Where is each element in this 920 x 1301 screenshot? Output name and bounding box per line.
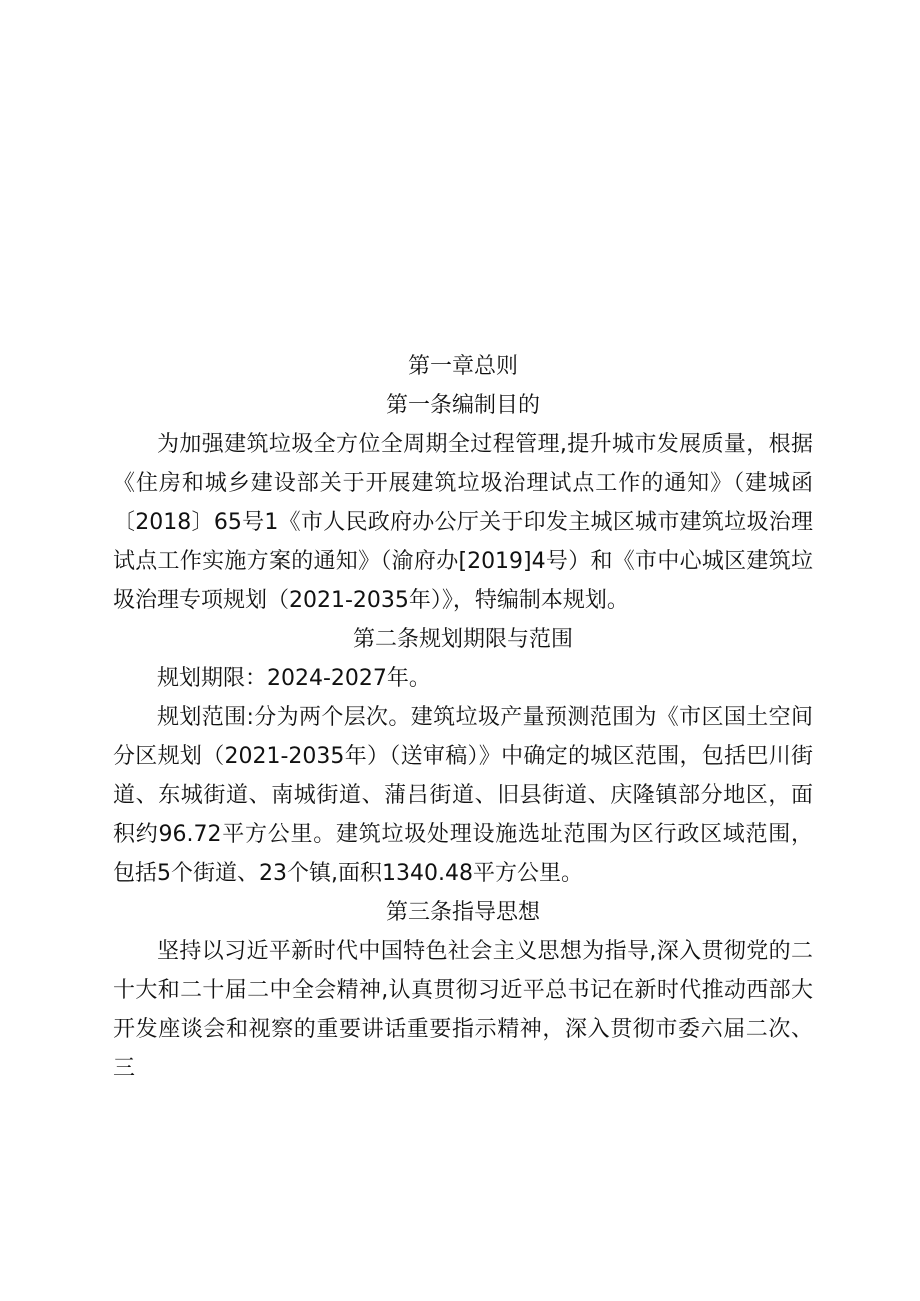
article-3-heading: 第三条指导思想	[385, 900, 540, 925]
chapter-title: 第一章总则	[407, 354, 518, 379]
article-1-paragraph-1: 为加强建筑垃圾全方位全周期全过程管理,提升城市发展质量，根据《住房和城乡建设部关于开展建筑垃圾治理试点工作的通知》（建城函〔2018〕65号1《市人民政府办公厅关于印发主城区城市建筑垃圾治理试点工作实施方案的通知》（渝府办[2019]4号）和《市中心城区建筑垃圾治理专项规划（2021-2035年）》，特编制本规划。	[113, 432, 813, 613]
article-1-heading: 第一条编制目的	[385, 393, 540, 418]
article-2-paragraph-1: 规划期限：2024-2027年。	[157, 666, 431, 691]
article-3-paragraph-1: 坚持以习近平新时代中国特色社会主义思想为指导,深入贯彻党的二十大和二十届二中全会精神,认真贯彻习近平总书记在新时代推动西部大开发座谈会和视察的重要讲话重要指示精神，深入贯彻市委六届二次、三	[113, 939, 813, 1081]
document-body	[113, 347, 813, 1088]
article-2-paragraph-2: 规划范围:分为两个层次。建筑垃圾产量预测范围为《市区国土空间分区规划（2021-2035年）（送审稿）》中确定的城区范围，包括巴川街道、东城街道、南城街道、蒲吕街道、旧县街道、庆隆镇部分地区，面积约96.72平方公里。建筑垃圾处理设施选址范围为区行政区域范围，包括5个街道、23个镇,面积1340.48平方公里。	[113, 705, 813, 886]
article-2-heading: 第二条规划期限与范围	[352, 627, 573, 652]
